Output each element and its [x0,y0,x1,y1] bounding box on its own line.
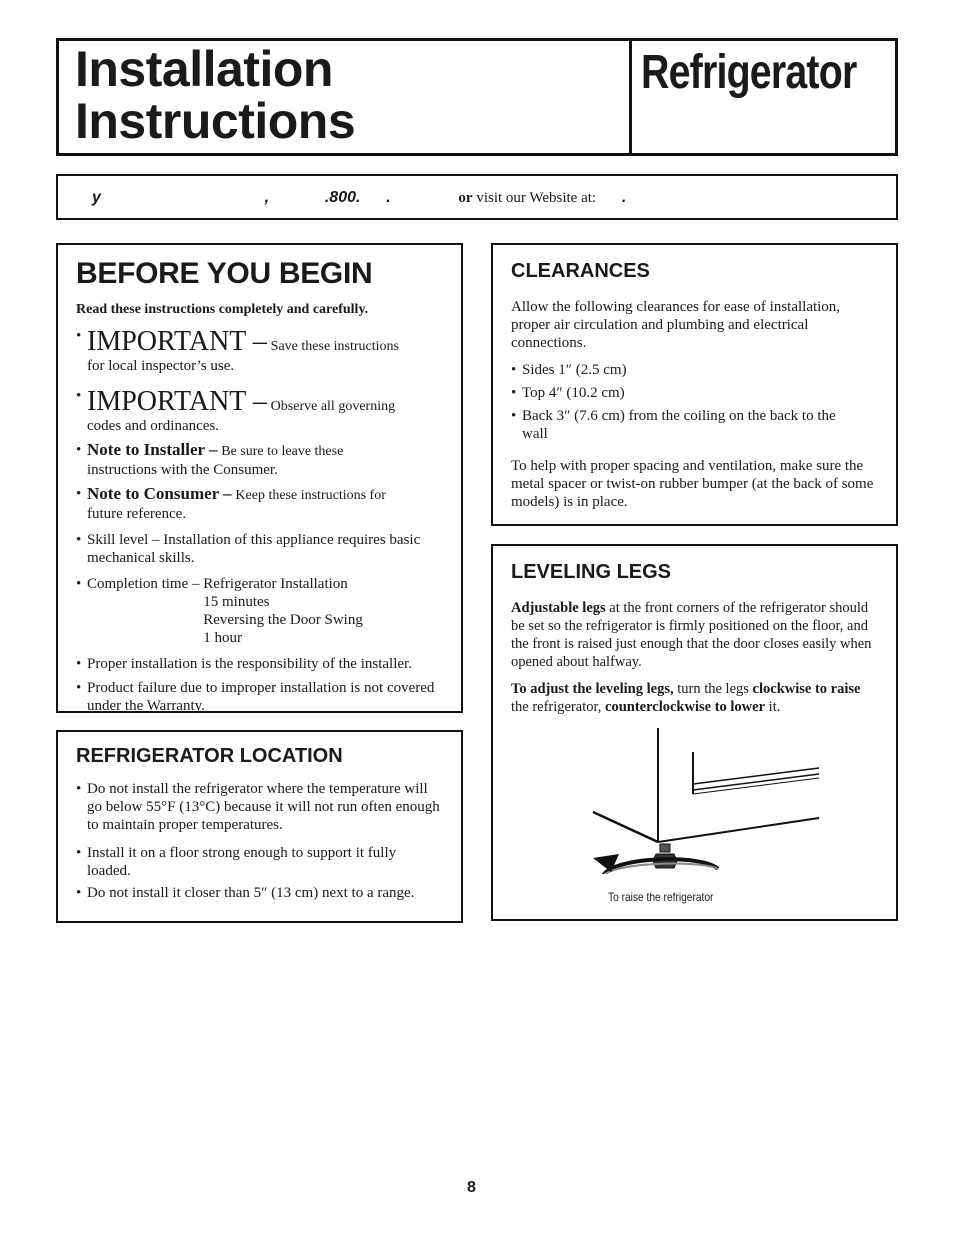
important-item: • IMPORTANT – Observe all governing codes and ordinances. [76,387,446,435]
clearances-heading: CLEARANCES [511,260,650,282]
clearance-item: • Top 4″ (10.2 cm) [511,384,879,402]
clearances-intro: Allow the following clearances for ease of installation, proper air circulation and plumbing and electrical connections. [511,299,841,351]
contact-fragment: y [92,189,101,206]
important-item: • IMPORTANT – Save these instructions for local inspector’s use. [76,327,446,375]
completion-time: • Completion time – Refrigerator Installation 15 minutes Reversing the Door Swing 1 hour [76,575,446,647]
contact-bar [56,174,898,220]
page-header [56,38,898,156]
location-item: • Install it on a floor strong enough to support it fully loaded. [76,844,407,880]
illustration-caption: To raise the refrigerator [608,890,714,904]
skill-level: • Skill level – Installation of this appliance requires basic mechanical skills. [76,531,446,567]
leveling-legs-section [491,544,898,921]
leveling-heading: LEVELING LEGS [511,561,672,583]
before-you-begin-section [56,243,463,713]
contact-or: or [458,190,473,206]
refrigerator-location-section [56,730,463,923]
leveling-paragraph-1: Adjustable legs at the front corners of the refrigerator should be set so the refrigerator is firmly positioned on the floor, and the front is raised just enough that the door closes easily when opened about halfway. [511,600,872,670]
contact-fragment: . [386,189,391,206]
header-divider [629,41,632,153]
note-to-installer: • Note to Installer – Be sure to leave these instructions with the Consumer. [76,441,446,479]
clearances-outro: To help with proper spacing and ventilation, make sure the metal spacer or twist-on rubber bumper (at the back of some models) is in place. [511,458,874,510]
clearance-item: • Back 3″ (7.6 cm) from the coiling on the back to the wall [511,407,862,443]
contact-visit-text: visit our Website at: [476,190,597,206]
page-number: 8 [467,1179,476,1196]
location-heading: REFRIGERATOR LOCATION [76,745,343,767]
leveling-paragraph-2: To adjust the leveling legs, turn the legs clockwise to raise the refrigerator, counterclockwise to lower it. [511,681,861,715]
contact-text [92,189,626,207]
product-name: Refrigerator [641,46,857,99]
contact-fragment: , [264,189,270,206]
location-item: • Do not install it closer than 5″ (13 cm) next to a range. [76,884,446,902]
note-to-consumer: • Note to Consumer – Keep these instructions for future reference. [76,485,446,523]
location-item: • Do not install the refrigerator where the temperature will go below 55°F (13°C) because it will not run often enough to maintain proper temperatures. [76,780,446,834]
page-title [75,43,355,147]
contact-phone-fragment: .800. [324,189,361,206]
contact-fragment: . [621,189,627,206]
clearance-item: • Sides 1″ (2.5 cm) [511,361,879,379]
clearances-section [491,243,898,526]
title-line-1: Installation [75,41,333,97]
read-instructions: Read these instructions completely and carefully. [76,302,369,317]
title-line-2: Instructions [75,93,356,149]
proper-installation: • Proper installation is the responsibility of the installer. [76,655,446,673]
leveling-leg-illustration [583,724,823,874]
product-failure: • Product failure due to improper installation is not covered under the Warranty. [76,679,446,715]
before-heading: BEFORE YOU BEGIN [76,257,373,290]
